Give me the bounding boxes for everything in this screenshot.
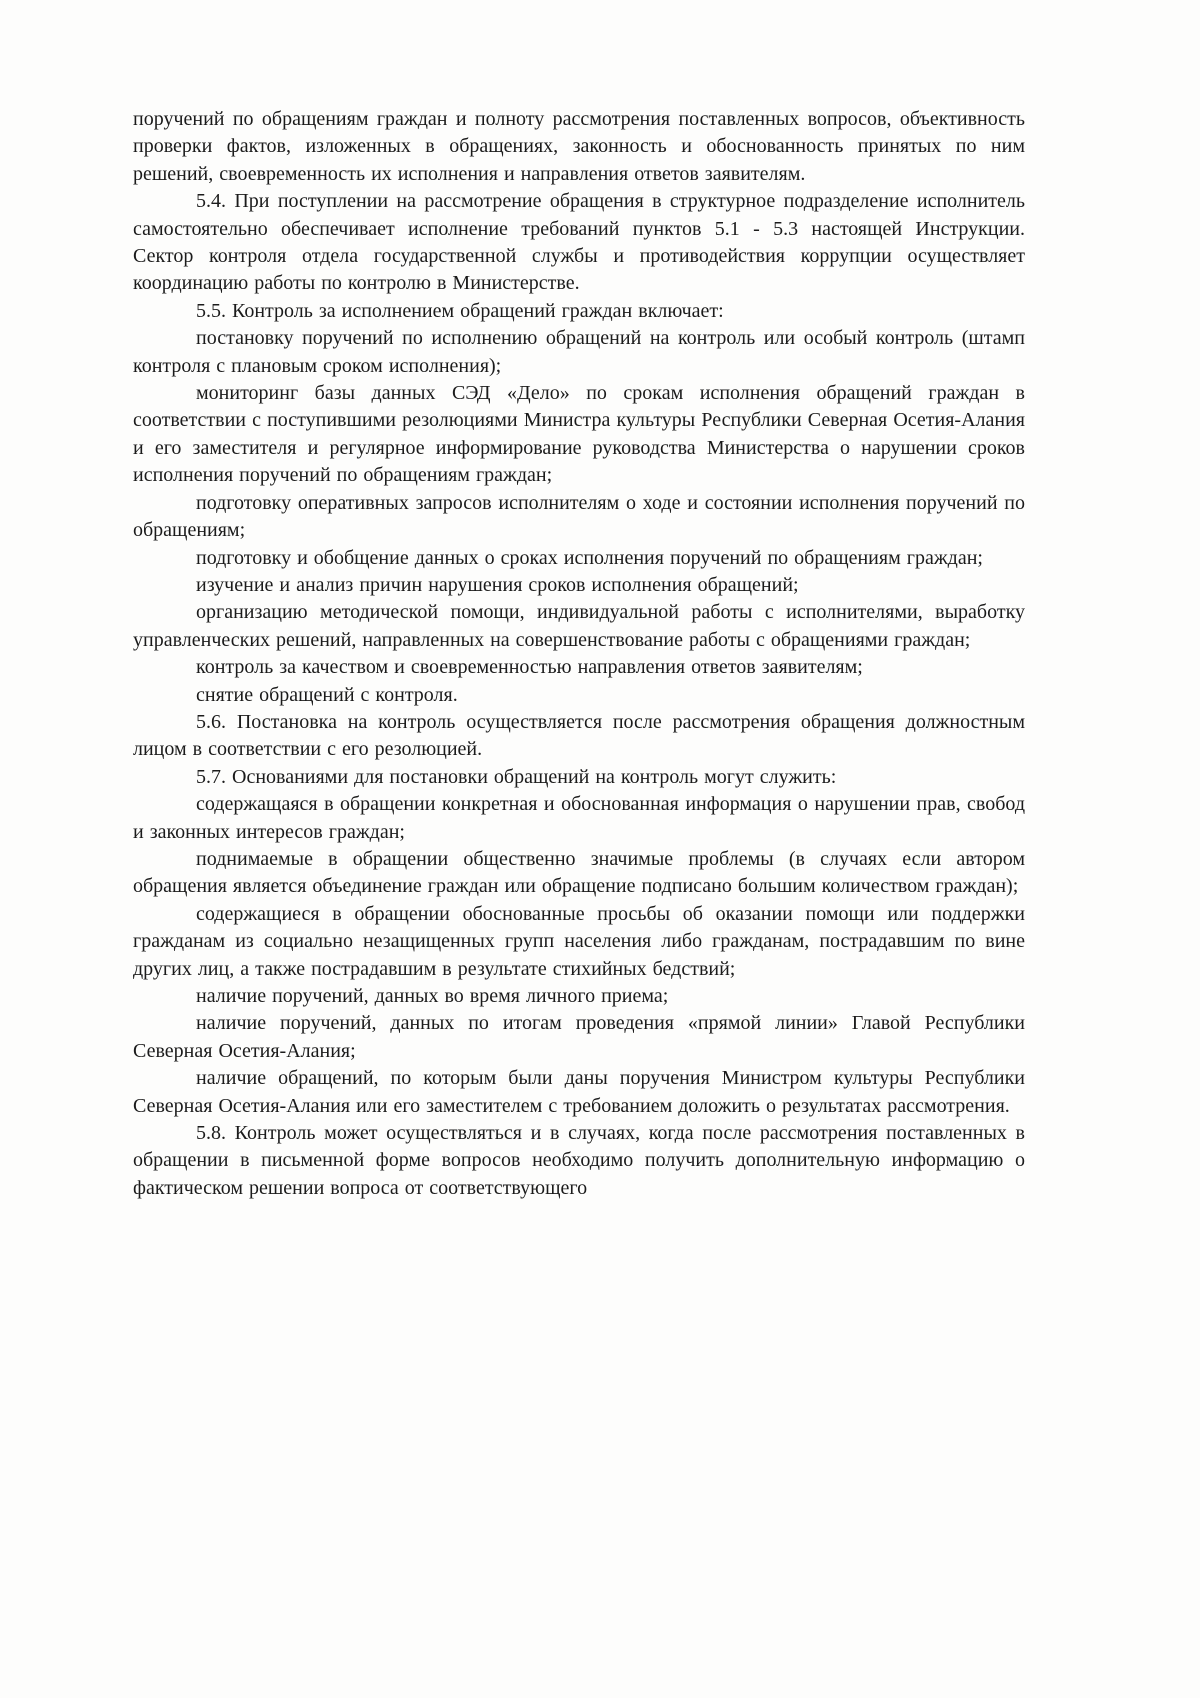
paragraph-5-5: 5.5. Контроль за исполнением обращений граждан включает: xyxy=(196,299,724,322)
paragraph-list-item: снятие обращений с контроля. xyxy=(196,683,458,706)
paragraph-list-item: постановку поручений по исполнению обращений на контроль или особый контроль (штамп контроля с плановым сроком исполнения); xyxy=(133,327,1025,377)
paragraph-5-6: 5.6. Постановка на контроль осуществляется после рассмотрения обращения должностным лицом в соответствии с его резолюцией. xyxy=(133,710,1025,761)
paragraph-continuation: поручений по обращениям граждан и полноту рассмотрения поставленных вопросов, объективность проверки фактов, изложенных в обращениях, законность и обоснованность принятых по ним решений, своевременность их исполнения и направления ответов заявителям. xyxy=(133,108,1025,185)
paragraph-5-4: 5.4. При поступлении на рассмотрение обращения в структурное подразделение исполнитель самостоятельно обеспечивает исполнение требований пунктов 5.1 - 5.3 настоящей Инструкции. Сектор контроля отдела государственной службы и противодействия коррупции осуществляет координацию работы по контролю в Министерстве. xyxy=(133,190,1025,295)
paragraph-list-item: организацию методической помощи, индивидуальной работы с исполнителями, выработку управленческих решений, направленных на совершенствование работы с обращениями граждан; xyxy=(133,601,1025,651)
paragraph-5-8: 5.8. Контроль может осуществляться и в случаях, когда после рассмотрения поставленных в обращении в письменной форме вопросов необходимо получить дополнительную информацию о фактическом решении вопроса от соответствующего xyxy=(133,1122,1025,1199)
paragraph-list-item: наличие обращений, по которым были даны поручения Министром культуры Республики Северная Осетия-Алания или его заместителем с требованием доложить о результатах рассмотрения. xyxy=(133,1067,1025,1117)
paragraph-list-item: мониторинг базы данных СЭД «Дело» по срокам исполнения обращений граждан в соответствии с поступившими резолюциями Министра культуры Республики Северная Осетия-Алания и его заместителя и регулярное информирование руководства Министерства о нарушении сроков исполнения поручений по обращениям граждан; xyxy=(133,382,1025,487)
paragraph-list-item: наличие поручений, данных по итогам проведения «прямой линии» Главой Республики Северная Осетия-Алания; xyxy=(133,1012,1025,1062)
paragraph-list-item: контроль за качеством и своевременностью направления ответов заявителям; xyxy=(196,656,863,679)
paragraph-list-item: подготовку и обобщение данных о сроках исполнения поручений по обращениям граждан; xyxy=(196,546,983,569)
paragraph-list-item: изучение и анализ причин нарушения сроков исполнения обращений; xyxy=(196,573,799,596)
document-text-block xyxy=(133,106,1025,1202)
paragraph-list-item: подготовку оперативных запросов исполнителям о ходе и состоянии исполнения поручений по обращениям; xyxy=(133,491,1025,542)
paragraph-list-item: наличие поручений, данных во время личного приема; xyxy=(196,985,669,1007)
paragraph-5-7: 5.7. Основаниями для постановки обращений на контроль могут служить: xyxy=(196,765,837,788)
paragraph-list-item: поднимаемые в обращении общественно значимые проблемы (в случаях если автором обращения является объединение граждан или обращение подписано большим количеством граждан); xyxy=(133,847,1025,898)
paragraph-list-item: содержащиеся в обращении обоснованные просьбы об оказании помощи или поддержки гражданам из социально незащищенных групп населения либо гражданам, пострадавшим по вине других лиц, а также пострадавшим в результате стихийных бедствий; xyxy=(133,902,1025,980)
paragraph-list-item: содержащаяся в обращении конкретная и обоснованная информация о нарушении прав, свобод и законных интересов граждан; xyxy=(133,793,1025,843)
